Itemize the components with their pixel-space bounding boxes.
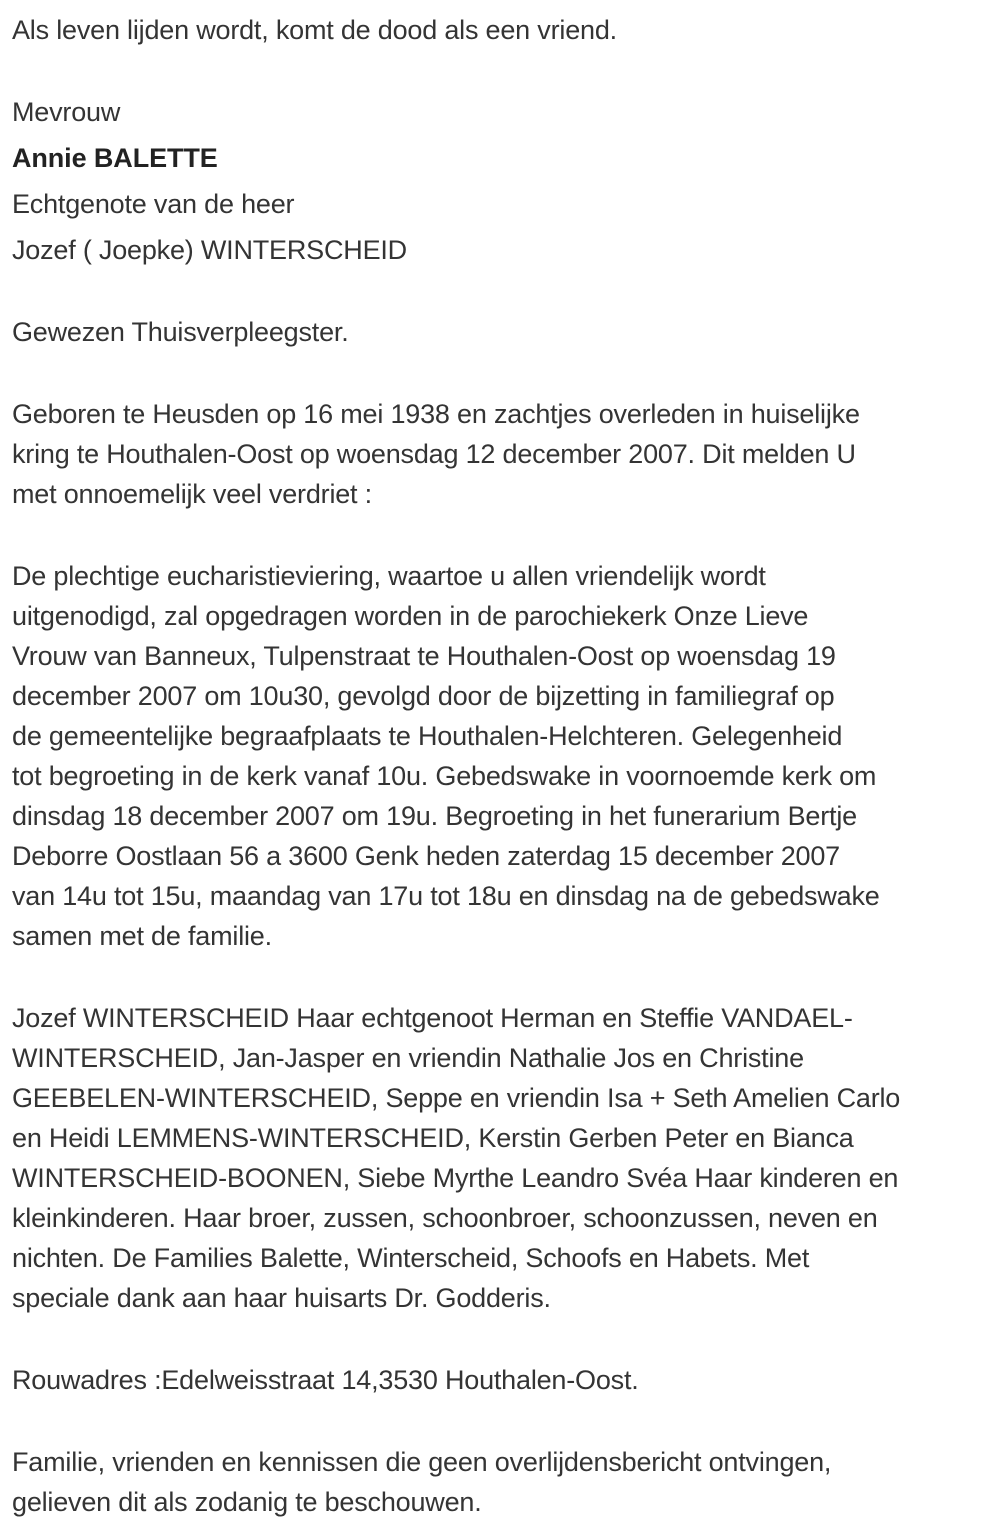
salutation: Mevrouw bbox=[12, 97, 121, 127]
service-paragraph: De plechtige eucharistieviering, waartoe u allen vriendelijk wordt uitgenodigd, zal opgedragen worden in de parochiekerk Onze Lieve Vrouw van Banneux, Tulpenstraat te Houthalen-Oost op woensdag 19 december 2007 om 10u30, gevolgd door de bijzetting in familiegraf op de gemeentelijke begraafplaats te Houthalen-Helchteren. Gelegenheid tot begroeting in de kerk vanaf 10u. Gebedswake in voornoemde kerk om dinsdag 18 december 2007 om 19u. Begroeting in het funerarium Bertje Deborre Oostlaan 56 a 3600 Genk heden zaterdag 15 december 2007 van 14u tot 15u, maandag van 17u tot 18u en dinsdag na de gebedswake samen met de familie. bbox=[12, 561, 880, 951]
deceased-name: Annie BALETTE bbox=[12, 143, 218, 173]
epigraph: Als leven lijden wordt, komt de dood als een vriend. bbox=[12, 15, 617, 45]
family-paragraph: Jozef WINTERSCHEID Haar echtgenoot Herman en Steffie VANDAEL- WINTERSCHEID, Jan-Jasper en vriendin Nathalie Jos en Christine GEEBELEN-WINTERSCHEID, Seppe en vriendin Isa + Seth Amelien Carlo en Heidi LEMMENS-WINTERSCHEID, Kerstin Gerben Peter en Bianca WINTERSCHEID-BOONEN, Siebe Myrthe Leandro Svéa Haar kinderen en kleinkinderen. Haar broer, zussen, schoonbroer, schoonzussen, neven en nichten. De Families Balette, Winterscheid, Schoofs en Habets. Met speciale dank aan haar huisarts Dr. Godderis. bbox=[12, 1003, 901, 1313]
closing-paragraph: Familie, vrienden en kennissen die geen overlijdensbericht ontvingen, gelieven dit als zodanig te beschouwen. bbox=[12, 1447, 832, 1517]
deceased-header-block bbox=[12, 92, 982, 270]
mourning-address: Rouwadres :Edelweisstraat 14,3530 Houthalen-Oost. bbox=[12, 1365, 639, 1395]
profession: Gewezen Thuisverpleegster. bbox=[12, 317, 349, 347]
spouse-name: Jozef ( Joepke) WINTERSCHEID bbox=[12, 235, 407, 265]
announcement-paragraph: Geboren te Heusden op 16 mei 1938 en zachtjes overleden in huiselijke kring te Houthalen-Oost op woensdag 12 december 2007. Dit melden U met onnoemelijk veel verdriet : bbox=[12, 399, 860, 509]
spouse-intro: Echtgenote van de heer bbox=[12, 189, 295, 219]
